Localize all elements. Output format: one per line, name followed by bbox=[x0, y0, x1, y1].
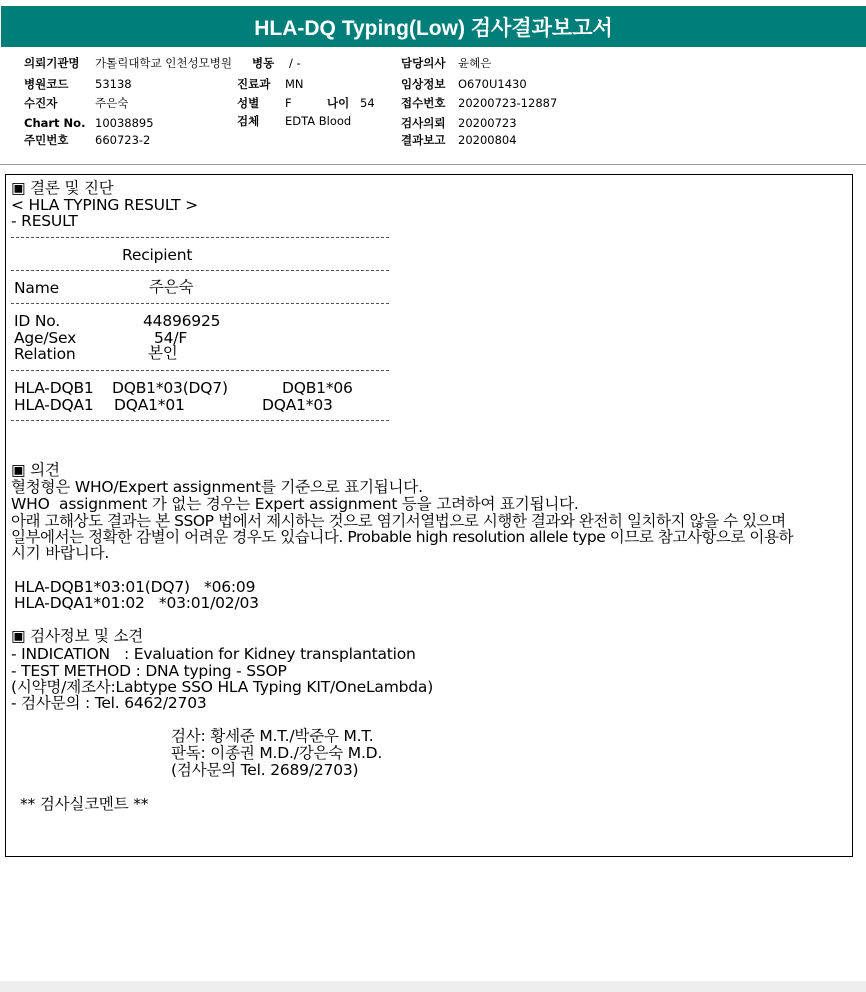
sex-label: 성별 bbox=[237, 96, 260, 110]
inquiry-tel: (검사문의 Tel. 2689/2703) bbox=[171, 761, 359, 779]
report-body bbox=[5, 174, 853, 857]
info-heading: ▣ 검사정보 및 소견 bbox=[11, 627, 144, 645]
request-value: 20200723 bbox=[458, 116, 517, 130]
hospital-code-label: 병원코드 bbox=[24, 77, 69, 91]
dqa1-allele-1: DQA1*01 bbox=[114, 396, 185, 414]
bottom-band bbox=[0, 981, 866, 992]
chart-no-value: 10038895 bbox=[95, 116, 154, 130]
relation-label: Relation bbox=[14, 345, 76, 363]
relation-value: 본인 bbox=[148, 344, 178, 362]
institution-label: 의뢰기관명 bbox=[24, 56, 80, 70]
age-label: 나이 bbox=[327, 96, 350, 110]
opinion-line: 아래 고해상도 결과는 본 SSOP 법에서 제시하는 것으로 염기서열법으로 시행한 결과와 완전히 일치하지 않을 수 있으며 bbox=[11, 512, 786, 530]
read-by: 판독: 이종권 M.D./강은숙 M.D. bbox=[171, 744, 383, 762]
receipt-no-value: 20200723-12887 bbox=[458, 96, 558, 110]
opinion-line: 일부에서는 정확한 감별이 어려운 경우도 있습니다. Probable high resolution allele type 이므로 참고사항으로 이용하 bbox=[11, 528, 794, 546]
result-label: - RESULT bbox=[11, 212, 78, 230]
dept-value: MN bbox=[285, 77, 304, 91]
divider-dashed bbox=[11, 370, 389, 371]
report-date-value: 20200804 bbox=[458, 133, 517, 147]
lab-comment: ** 검사실코멘트 ** bbox=[20, 795, 149, 813]
dqa1-allele-2: DQA1*03 bbox=[262, 396, 333, 414]
chart-no-label: Chart No. bbox=[24, 116, 86, 130]
header-divider bbox=[0, 164, 866, 165]
test-method: - TEST METHOD : DNA typing - SSOP bbox=[11, 662, 287, 680]
highres-dqb1: HLA-DQB1*03:01(DQ7) *06:09 bbox=[14, 578, 256, 596]
patient-value: 주은숙 bbox=[95, 96, 129, 110]
institution-value: 가톨릭대학교 인천성모병원 bbox=[95, 56, 232, 70]
resident-no-label: 주민번호 bbox=[24, 133, 69, 147]
highres-dqa1: HLA-DQA1*01:02 *03:01/02/03 bbox=[14, 594, 259, 612]
divider-dashed bbox=[11, 237, 389, 238]
divider-dashed bbox=[11, 303, 389, 304]
divider-dashed bbox=[11, 420, 389, 421]
agesex-label: Age/Sex bbox=[14, 329, 77, 347]
sex-value: F bbox=[285, 96, 292, 110]
divider-dashed bbox=[11, 270, 389, 271]
id-label: ID No. bbox=[14, 312, 60, 330]
clinical-info-value: O670U1430 bbox=[458, 77, 527, 91]
doctor-value: 윤혜은 bbox=[458, 56, 492, 70]
id-value: 44896925 bbox=[143, 312, 221, 330]
recipient-label: Recipient bbox=[122, 246, 193, 264]
report-title: HLA-DQ Typing(Low) 검사결과보고서 bbox=[1, 6, 866, 47]
name-value: 주은숙 bbox=[149, 278, 194, 296]
typing-result-heading: < HLA TYPING RESULT > bbox=[11, 196, 198, 214]
opinion-line: 시기 바랍니다. bbox=[11, 544, 110, 562]
hospital-code-value: 53138 bbox=[95, 77, 132, 91]
dqb1-label: HLA-DQB1 bbox=[14, 379, 94, 397]
dqb1-allele-2: DQB1*06 bbox=[282, 379, 353, 397]
inquiry: - 검사문의 : Tel. 6462/2703 bbox=[11, 694, 207, 712]
ward-label: 병동 bbox=[252, 56, 275, 70]
agesex-value: 54/F bbox=[154, 329, 188, 347]
clinical-info-label: 임상정보 bbox=[401, 77, 446, 91]
opinion-heading: ▣ 의견 bbox=[11, 461, 60, 479]
dqb1-allele-1: DQB1*03(DQ7) bbox=[112, 379, 228, 397]
resident-no-value: 660723-2 bbox=[95, 133, 151, 147]
ward-value: / - bbox=[289, 56, 301, 70]
report-date-label: 결과보고 bbox=[401, 133, 446, 147]
dept-label: 진료과 bbox=[237, 77, 271, 91]
conclusion-heading: ▣ 결론 및 진단 bbox=[11, 179, 114, 197]
specimen-value: EDTA Blood bbox=[285, 114, 352, 128]
opinion-line: WHO assignment 가 없는 경우는 Expert assignment 등을 고려하여 표기됩니다. bbox=[11, 495, 579, 513]
tested-by: 검사: 황세준 M.T./박준우 M.T. bbox=[171, 727, 374, 745]
dqa1-label: HLA-DQA1 bbox=[14, 396, 94, 414]
specimen-label: 검체 bbox=[237, 114, 260, 128]
name-label: Name bbox=[14, 279, 59, 297]
opinion-line: 혈청형은 WHO/Expert assignment를 기준으로 표기됩니다. bbox=[11, 478, 423, 496]
age-value: 54 bbox=[360, 96, 375, 110]
indication: - INDICATION : Evaluation for Kidney transplantation bbox=[11, 645, 416, 663]
reagent: (시약명/제조사:Labtype SSO HLA Typing KIT/OneLambda) bbox=[11, 678, 434, 696]
patient-label: 수진자 bbox=[24, 96, 58, 110]
request-label: 검사의뢰 bbox=[401, 116, 446, 130]
receipt-no-label: 접수번호 bbox=[401, 96, 446, 110]
doctor-label: 담당의사 bbox=[401, 56, 446, 70]
